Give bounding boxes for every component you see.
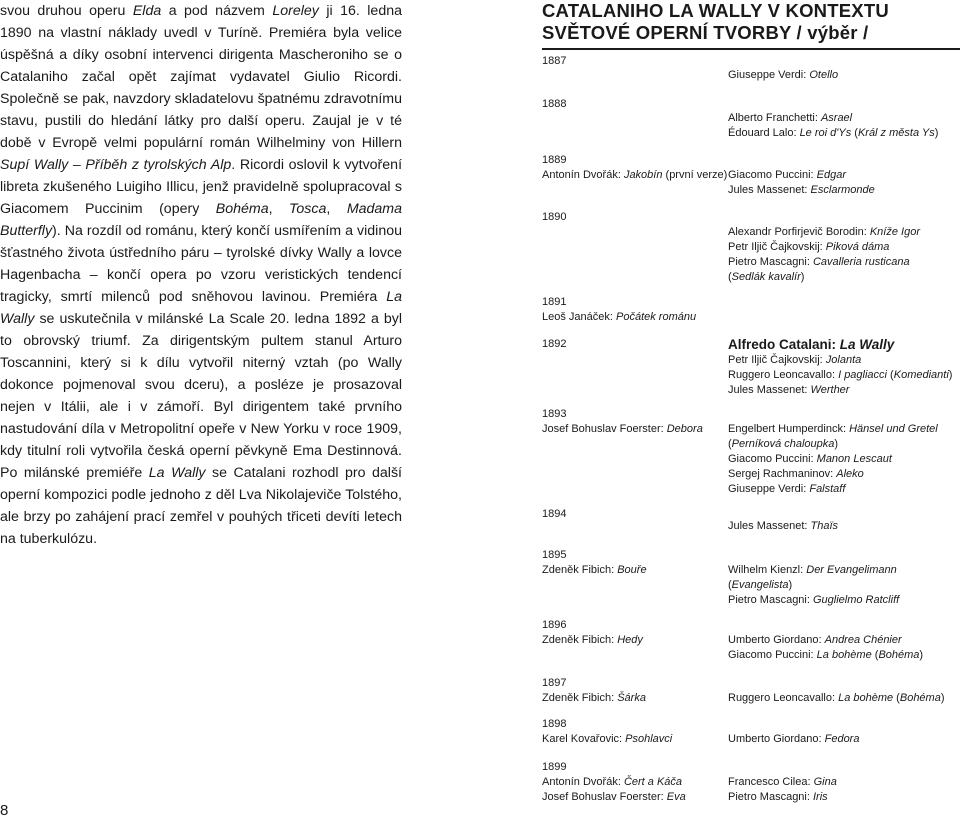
composer-name: Giacomo Puccini: bbox=[728, 649, 817, 661]
czech-work-item bbox=[542, 633, 728, 648]
timeline-entry bbox=[542, 760, 960, 803]
composer-name: ( bbox=[728, 579, 732, 591]
world-works-list bbox=[728, 691, 960, 706]
world-work-item bbox=[728, 368, 960, 383]
italic-title: Bohéma bbox=[215, 201, 269, 217]
work-title: Piková dáma bbox=[825, 241, 890, 253]
italic-title: Supí Wally – Příběh z tyrolských Alp bbox=[0, 157, 232, 173]
czech-works-list bbox=[542, 691, 728, 706]
work-title: Guglielmo Ratcliff bbox=[812, 594, 900, 606]
composer-name: Jules Massenet: bbox=[728, 384, 811, 396]
world-work-item bbox=[728, 691, 960, 706]
world-work-item bbox=[728, 126, 960, 141]
world-work-item bbox=[728, 422, 960, 437]
world-works-list bbox=[728, 336, 960, 398]
timeline-year: 1887 bbox=[542, 55, 567, 67]
work-title: Werther bbox=[810, 384, 850, 396]
italic-title: La Wally bbox=[148, 465, 206, 481]
work-title: Hedy bbox=[617, 634, 643, 646]
composer-name: Engelbert Humperdinck: bbox=[728, 423, 850, 435]
work-title: Fedora bbox=[824, 733, 860, 745]
world-work-item bbox=[728, 240, 960, 255]
czech-work-item bbox=[542, 691, 728, 706]
world-work-item bbox=[728, 482, 960, 497]
world-works-list bbox=[728, 732, 960, 747]
timeline-year: 1892 bbox=[542, 338, 567, 350]
composer-name: ( bbox=[728, 438, 732, 450]
text-run: . Ricordi oslovil k vytvoření libreta zkušeného Luigiho Illicu, jenž pravidelně spolupracoval s Giacomem Puccinim (opery bbox=[0, 157, 403, 217]
world-work-item bbox=[728, 383, 960, 398]
world-works-list bbox=[728, 111, 960, 141]
italic-title: La Wally bbox=[0, 289, 402, 327]
work-title-translation: Komedianti bbox=[893, 369, 949, 381]
composer-name: Francesco Cilea: bbox=[728, 776, 814, 788]
work-title: Andrea Chénier bbox=[824, 634, 902, 646]
czech-work-item bbox=[542, 563, 728, 578]
timeline-year: 1897 bbox=[542, 677, 567, 689]
czech-works-list bbox=[542, 168, 728, 183]
world-works-list bbox=[728, 563, 960, 608]
world-work-item bbox=[728, 775, 960, 790]
work-title: Šárka bbox=[617, 692, 646, 704]
work-title: Jakobín bbox=[623, 169, 663, 181]
work-title: Gina bbox=[813, 776, 837, 788]
composer-name: Alexandr Porfirjevič Borodin: bbox=[728, 226, 870, 238]
timeline-column bbox=[542, 0, 960, 803]
world-work-item bbox=[728, 437, 960, 452]
czech-work-item bbox=[542, 422, 728, 437]
timeline-entry bbox=[542, 295, 960, 323]
work-title: Le roi d'Ys bbox=[799, 127, 852, 139]
timeline-year: 1889 bbox=[542, 154, 567, 166]
work-title: Eva bbox=[666, 791, 686, 803]
text-run: se uskutečnila v milánské La Scale 20. ledna 1892 a byl to obrovský triumf. Za dirigentským pultem stanul Arturo Toscannini, který si k dílu vytvořil niterný vztah (po Wally dokonce pojmenoval svou dceru), a posléze je prosazoval nejen v Itálii, ale i v zámoří. Byl dirigentem také prvního nastudování díla v Metropolitní opeře v New Yorku v roce 1909, kdy titulní roli vytvořila česká operní pěvkyně Ema Destinnová. Po milánské premiéře bbox=[0, 311, 402, 481]
work-title-translation: Král z města Ys bbox=[857, 127, 935, 139]
world-work-item bbox=[728, 563, 960, 578]
work-title: Falstaff bbox=[809, 483, 846, 495]
timeline-year: 1890 bbox=[542, 211, 567, 223]
composer-name: Giuseppe Verdi: bbox=[728, 69, 810, 81]
text-run: , bbox=[326, 201, 347, 217]
work-title: Sedlák kavalír bbox=[731, 271, 801, 283]
text-run: ji 16. ledna 1890 na vlastní náklady uvedl v Turíně. Premiéra byla velice úspěšná a díky osobní intervenci dirigenta Mascheroniho se o Catalaniho začal opět zajímat vydavatel Giulio Ricordi. Společně se pak, navzdory skladatelovu špatnému zdravotnímu stavu, pustili do hledání látky pro další operu. Zaujal je v té době v Evropě velmi populární román Wilhelminy von Hillern bbox=[0, 3, 402, 151]
italic-title: Loreley bbox=[272, 3, 319, 19]
timeline-entry bbox=[542, 97, 960, 139]
timeline-entry bbox=[542, 618, 960, 661]
timeline-entry bbox=[542, 717, 960, 745]
czech-works-list bbox=[542, 775, 728, 805]
timeline-entry bbox=[542, 676, 960, 704]
world-work-item bbox=[728, 452, 960, 467]
work-title: Jolanta bbox=[825, 354, 862, 366]
work-note: (první verze) bbox=[662, 169, 728, 181]
work-note: ) bbox=[940, 692, 945, 704]
work-title: Aleko bbox=[836, 468, 864, 480]
work-title: Hänsel und Gretel bbox=[849, 423, 938, 435]
timeline-year: 1894 bbox=[542, 508, 567, 520]
work-title: La Wally bbox=[839, 337, 895, 352]
timeline-heading-line-2: SVĚTOVÉ OPERNÍ TVORBY / výběr / bbox=[542, 22, 869, 43]
work-title: Cavalleria rusticana bbox=[812, 256, 910, 268]
composer-name: Antonín Dvořák: bbox=[542, 776, 624, 788]
world-work-item bbox=[728, 467, 960, 482]
timeline-entry bbox=[542, 407, 960, 495]
world-work-item bbox=[728, 578, 960, 593]
world-works-list bbox=[728, 68, 960, 83]
work-note: ) bbox=[948, 369, 953, 381]
work-note: ( bbox=[851, 127, 858, 139]
composer-name: Giuseppe Verdi: bbox=[728, 483, 810, 495]
work-note: ( bbox=[887, 369, 894, 381]
composer-name: Karel Kovařovic: bbox=[542, 733, 626, 745]
work-title: Bouře bbox=[617, 564, 647, 576]
featured-work-item bbox=[728, 336, 960, 353]
timeline-entry bbox=[542, 336, 960, 396]
work-title: Debora bbox=[666, 423, 703, 435]
composer-name: Giacomo Puccini: bbox=[728, 169, 817, 181]
work-title: Iris bbox=[812, 791, 828, 803]
world-work-item bbox=[728, 633, 960, 648]
composer-name: Édouard Lalo: bbox=[728, 127, 800, 139]
czech-work-item bbox=[542, 310, 728, 325]
composer-name: Zdeněk Fibich: bbox=[542, 564, 618, 576]
timeline-heading-line-1: CATALANIHO LA WALLY V KONTEXTU bbox=[542, 0, 889, 21]
composer-name: Sergej Rachmaninov: bbox=[728, 468, 837, 480]
world-work-item bbox=[728, 225, 960, 240]
work-title: Perníková chaloupka bbox=[731, 438, 835, 450]
timeline-entry bbox=[542, 54, 960, 81]
composer-name: Josef Bohuslav Foerster: bbox=[542, 791, 667, 803]
work-note: ( bbox=[871, 649, 879, 661]
work-note: ( bbox=[893, 692, 900, 704]
article-paragraph bbox=[0, 0, 402, 550]
italic-title: Elda bbox=[132, 3, 162, 19]
work-title: Otello bbox=[809, 69, 839, 81]
czech-work-item bbox=[542, 168, 728, 183]
world-works-list bbox=[728, 168, 960, 198]
world-work-item bbox=[728, 790, 960, 805]
timeline-year: 1895 bbox=[542, 549, 567, 561]
work-title: La bohème bbox=[838, 692, 894, 704]
czech-works-list bbox=[542, 563, 728, 578]
page-number: 8 bbox=[0, 802, 9, 819]
work-title: Manon Lescaut bbox=[816, 453, 892, 465]
italic-title: Tosca bbox=[289, 201, 327, 217]
timeline-entry bbox=[542, 210, 960, 283]
work-note: ) bbox=[934, 127, 939, 139]
world-work-item bbox=[728, 353, 960, 368]
czech-works-list bbox=[542, 422, 728, 437]
work-title: Evangelista bbox=[731, 579, 789, 591]
timeline-year: 1899 bbox=[542, 761, 567, 773]
czech-work-item bbox=[542, 732, 728, 747]
composer-name: Ruggero Leoncavallo: bbox=[728, 692, 839, 704]
world-work-item bbox=[728, 593, 960, 608]
timeline-year: 1898 bbox=[542, 718, 567, 730]
timeline-entry bbox=[542, 548, 960, 606]
text-run: svou druhou operu bbox=[0, 3, 133, 19]
composer-name: Antonín Dvořák: bbox=[542, 169, 624, 181]
world-work-item bbox=[728, 168, 960, 183]
composer-name: Alberto Franchetti: bbox=[728, 112, 821, 124]
work-title-translation: Bohéma bbox=[899, 692, 941, 704]
timeline-entry bbox=[542, 153, 960, 196]
composer-name: Umberto Giordano: bbox=[728, 634, 825, 646]
world-work-item bbox=[728, 183, 960, 198]
work-title: Počátek románu bbox=[616, 311, 697, 323]
composer-name: Alfredo Catalani: bbox=[728, 337, 840, 352]
work-title: I pagliacci bbox=[838, 369, 887, 381]
work-title: Kníže Igor bbox=[869, 226, 920, 238]
work-note: ) bbox=[800, 271, 805, 283]
world-work-item bbox=[728, 111, 960, 126]
italic-title: Madama Butterfly bbox=[0, 201, 403, 239]
timeline-heading bbox=[542, 0, 960, 44]
world-work-item bbox=[728, 648, 960, 663]
work-title-translation: Bohéma bbox=[878, 649, 920, 661]
composer-name: Giacomo Puccini: bbox=[728, 453, 817, 465]
world-work-item bbox=[728, 255, 960, 270]
work-note: ) bbox=[834, 438, 839, 450]
world-work-item bbox=[728, 68, 960, 83]
heading-rule bbox=[542, 48, 960, 50]
timeline-year: 1896 bbox=[542, 619, 567, 631]
timeline-year: 1888 bbox=[542, 98, 567, 110]
timeline-year: 1891 bbox=[542, 296, 567, 308]
composer-name: Josef Bohuslav Foerster: bbox=[542, 423, 667, 435]
czech-work-item bbox=[542, 775, 728, 790]
work-title: Thaïs bbox=[810, 520, 839, 532]
composer-name: Zdeněk Fibich: bbox=[542, 634, 618, 646]
text-run: a pod názvem bbox=[161, 3, 273, 19]
world-works-list bbox=[728, 519, 960, 534]
composer-name: Zdeněk Fibich: bbox=[542, 692, 618, 704]
work-title: Esclarmonde bbox=[810, 184, 875, 196]
composer-name: Ruggero Leoncavallo: bbox=[728, 369, 839, 381]
world-work-item bbox=[728, 519, 960, 534]
work-title: Psohlavci bbox=[625, 733, 673, 745]
article-text-column bbox=[0, 0, 402, 550]
text-run: , bbox=[268, 201, 290, 217]
world-works-list bbox=[728, 633, 960, 663]
work-title: Asrael bbox=[820, 112, 853, 124]
world-work-item bbox=[728, 270, 960, 285]
world-works-list bbox=[728, 422, 960, 497]
world-works-list bbox=[728, 775, 960, 805]
czech-works-list bbox=[542, 310, 728, 325]
timeline-entry bbox=[542, 507, 960, 532]
composer-name: Leoš Janáček: bbox=[542, 311, 616, 323]
composer-name: Pietro Mascagni: bbox=[728, 594, 813, 606]
czech-works-list bbox=[542, 633, 728, 648]
timeline-year: 1893 bbox=[542, 408, 567, 420]
composer-name: Pietro Mascagni: bbox=[728, 791, 813, 803]
work-title: Der Evangelimann bbox=[806, 564, 897, 576]
world-works-list bbox=[728, 225, 960, 285]
composer-name: ( bbox=[728, 271, 732, 283]
work-title: Edgar bbox=[816, 169, 847, 181]
composer-name: Umberto Giordano: bbox=[728, 733, 825, 745]
text-run: ). Na rozdíl od románu, který končí usmířením a vidinou šťastného života ústředního páru – tyrolské dívky Wally a lovce Hagenbacha – končí opera po vzoru veristických tendencí tragicky, smrtí milenců pod sněhovou lavinou. Premiéra bbox=[0, 223, 402, 305]
czech-work-item bbox=[542, 790, 728, 805]
composer-name: Petr Iljič Čajkovskij: bbox=[728, 354, 826, 366]
composer-name: Petr Iljič Čajkovskij: bbox=[728, 241, 826, 253]
work-title: Čert a Káča bbox=[623, 776, 683, 788]
work-note: ) bbox=[919, 649, 924, 661]
composer-name: Wilhelm Kienzl: bbox=[728, 564, 807, 576]
composer-name: Jules Massenet: bbox=[728, 184, 811, 196]
czech-works-list bbox=[542, 732, 728, 747]
work-title: La bohème bbox=[816, 649, 872, 661]
world-work-item bbox=[728, 732, 960, 747]
composer-name: Jules Massenet: bbox=[728, 520, 811, 532]
text-run: se Catalani rozhodl pro další operní kompozici podle jednoho z děl Lva Nikolajeviče Tolstého, ale brzy po zahájení prací zemřel v pouhých třiceti devíti letech na tuberkulózu. bbox=[0, 465, 402, 547]
work-note: ) bbox=[788, 579, 793, 591]
composer-name: Pietro Mascagni: bbox=[728, 256, 813, 268]
